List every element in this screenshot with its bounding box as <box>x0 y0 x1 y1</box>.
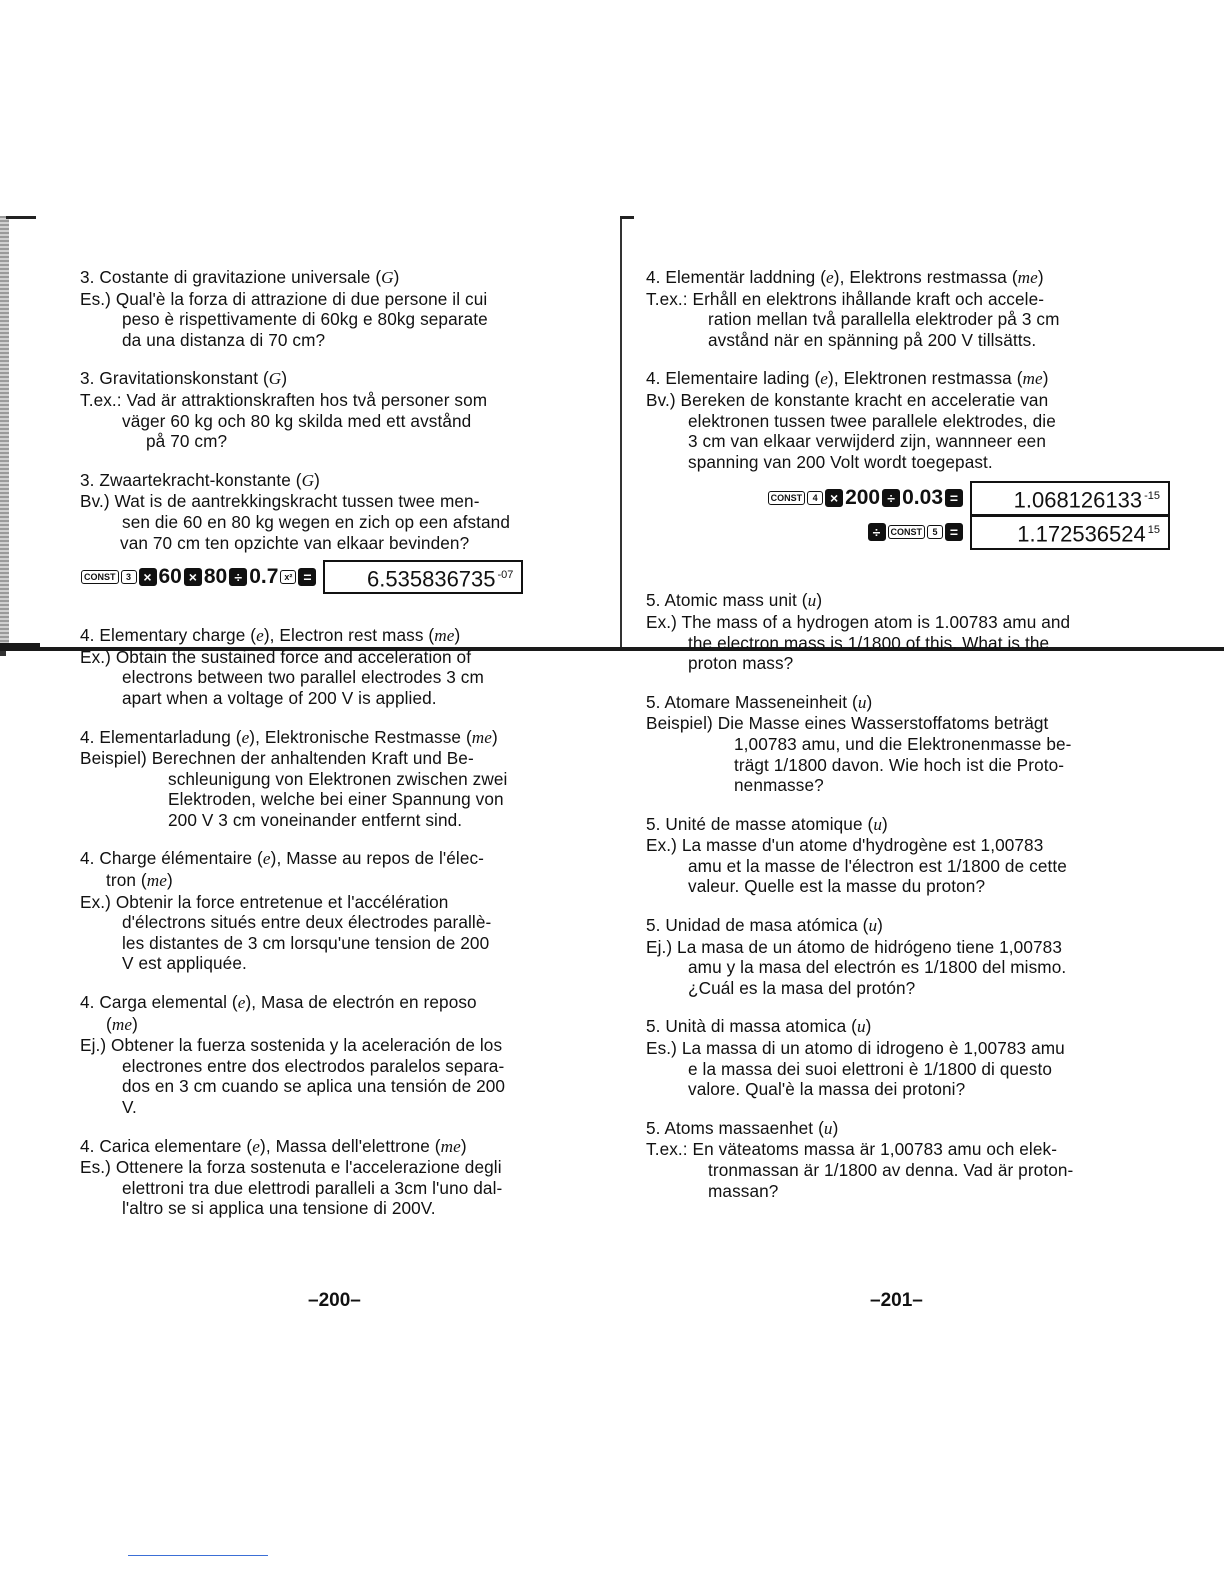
keyed-number: 0.7 <box>249 565 279 589</box>
variable-symbol: me <box>1017 268 1038 287</box>
keyed-number: 60 <box>158 565 182 589</box>
square-key: x² <box>280 570 296 584</box>
digit-key: 3 <box>121 570 137 584</box>
variable-symbol: G <box>381 268 394 287</box>
section-3-it <box>80 267 606 350</box>
digit-key: 4 <box>807 491 823 505</box>
calculator-keystrokes-acceleration <box>646 518 1170 546</box>
example-line: Beispiel) Die Masse eines Wasserstoffatoms beträgt <box>646 713 1049 734</box>
const-key: CONST <box>81 570 119 584</box>
section-heading: 4. Elementarladung (e), Elektronische Restmasse (me) <box>80 726 498 747</box>
variable-symbol: G <box>268 369 282 389</box>
section-heading: 4. Elementary charge (e), Electron rest mass (me) <box>80 625 461 646</box>
section-4-de <box>80 727 606 831</box>
variable-symbol: e <box>820 369 829 389</box>
example-line: väger 60 kg och 80 kg skilda med ett avstånd <box>122 410 472 431</box>
example-line: 200 V 3 cm voneinander entfernt sind. <box>168 809 463 830</box>
example-line: 1,00783 amu, und die Elektronenmasse be- <box>734 733 1072 754</box>
example-line: Es.) La massa di un atomo di idrogeno è 1,00783 amu <box>646 1038 1065 1059</box>
divide-key: ÷ <box>229 568 247 586</box>
section-heading-cont: (me) <box>106 1013 138 1034</box>
variable-symbol: me <box>434 626 455 646</box>
example-line: sen die 60 en 80 kg wegen en zich op een afstand <box>122 511 510 532</box>
section-heading: 4. Charge élémentaire (e), Masse au repos de l'élec- <box>80 848 484 869</box>
example-line: avstånd när en spänning på 200 V tillsätts. <box>708 329 1037 350</box>
section-heading: 5. Unità di massa atomica (u) <box>646 1016 872 1037</box>
example-line: Es.) Qual'è la forza di attrazione di due persone il cui <box>80 288 488 309</box>
example-line: ¿Cuál es la masa del protón? <box>688 977 916 998</box>
example-line: Ex.) The mass of a hydrogen atom is 1.00783 amu and <box>646 611 1071 632</box>
calculator-display <box>970 515 1170 549</box>
equals-key: = <box>298 568 316 586</box>
section-4-nl <box>646 368 1170 472</box>
example-line: T.ex.: Erhåll en elektrons ihållande kraft och accele- <box>646 288 1045 309</box>
section-4-es <box>80 992 606 1118</box>
variable-symbol: u <box>873 814 883 834</box>
example-line: amu et la masse de l'électron est 1/1800 de cette <box>688 855 1067 876</box>
variable-symbol: u <box>823 1118 833 1138</box>
example-line: T.ex.: En väteatoms massa är 1,00783 amu och elek- <box>646 1139 1058 1160</box>
section-heading: 3. Costante di gravitazione universale (G) <box>80 267 400 287</box>
example-line: Bv.) Bereken de konstante kracht en acceleratie van <box>646 389 1049 410</box>
keyed-number: 80 <box>203 565 228 589</box>
example-line: e la massa dei suoi elettroni è 1/1800 di questo <box>688 1058 1053 1079</box>
page-number-right: –201– <box>870 1290 923 1311</box>
example-line: electrones entre dos electrodos paralelos separa- <box>122 1055 505 1076</box>
example-line: massan? <box>708 1180 779 1201</box>
right-page <box>646 267 1170 1219</box>
section-heading: 3. Zwaartekracht-konstante (G) <box>80 469 320 490</box>
example-line: l'altro se si applica una tensione di 200V. <box>122 1198 436 1219</box>
example-line: tronmassan är 1/1800 av denna. Vad är proton- <box>708 1160 1074 1180</box>
multiply-key: × <box>184 568 202 586</box>
equals-key: = <box>945 489 963 507</box>
divide-key: ÷ <box>868 523 886 541</box>
example-line: Elektroden, welche bei einer Spannung von <box>168 789 504 810</box>
page-number-left: –200– <box>308 1290 361 1311</box>
variable-symbol: G <box>301 470 315 490</box>
variable-symbol: u <box>857 692 867 712</box>
example-line: the electron mass is 1/1800 of this. What is the <box>688 632 1050 653</box>
display-exponent: 15 <box>1147 524 1160 537</box>
example-line: Ex.) Obtain the sustained force and acceleration of <box>80 646 472 667</box>
book-gutter-line <box>620 218 622 650</box>
example-line: 3 cm van elkaar verwijderd zijn, wannneer een <box>688 431 1046 452</box>
example-line: nenmasse? <box>734 775 824 796</box>
section-heading: 5. Atomare Masseneinheit (u) <box>646 691 873 712</box>
section-4-fr <box>80 848 606 974</box>
section-heading: 4. Carga elemental (e), Masa de electrón en reposo <box>80 992 477 1013</box>
variable-symbol: e <box>252 1136 260 1156</box>
section-5-de <box>646 692 1170 796</box>
keyed-number: 200 <box>845 486 881 510</box>
example-line: Ej.) Obtener la fuerza sostenida y la aceleración de los <box>80 1035 503 1056</box>
example-line: valeur. Quelle est la masse du proton? <box>688 876 986 897</box>
variable-symbol: e <box>237 993 246 1013</box>
equals-key: = <box>945 523 963 541</box>
section-heading: 4. Carica elementare (e), Massa dell'elettrone (me) <box>80 1135 467 1156</box>
display-exponent: -15 <box>1144 490 1160 503</box>
scan-edge-left <box>0 216 9 646</box>
section-heading: 5. Atomic mass unit (u) <box>646 590 823 611</box>
section-heading: 5. Atoms massaenhet (u) <box>646 1117 839 1138</box>
example-line: Es.) Ottenere la forza sostenuta e l'accelerazione degli <box>80 1157 502 1178</box>
multiply-key: × <box>825 489 843 507</box>
display-value: 1.172536524 <box>1017 521 1146 547</box>
example-line: peso è rispettivamente di 60kg e 80kg separate <box>122 309 488 330</box>
section-heading: 5. Unité de masse atomique (u) <box>646 813 888 834</box>
example-line: electrons between two parallel electrodes 3 cm <box>122 667 484 688</box>
example-line: schleunigung von Elektronen zwischen zwei <box>168 768 508 789</box>
variable-symbol: e <box>262 849 271 869</box>
section-4-it <box>80 1136 606 1219</box>
section-5-it <box>646 1016 1170 1099</box>
example-line: Ex.) La masse d'un atome d'hydrogène est 1,00783 <box>646 835 1044 856</box>
example-line: dos en 3 cm cuando se aplica una tensión de 200 <box>122 1076 506 1097</box>
section-heading: 4. Elementaire lading (e), Elektronen restmassa (me) <box>646 368 1049 389</box>
section-heading: 5. Unidad de masa atómica (u) <box>646 915 883 936</box>
display-value: 1.068126133 <box>1013 487 1143 513</box>
example-line: apart when a voltage of 200 V is applied. <box>122 687 437 708</box>
left-page <box>80 267 606 1237</box>
display-value: 6.535836735 <box>367 566 496 592</box>
example-line: Beispiel) Berechnen der anhaltenden Kraft und Be- <box>80 748 474 769</box>
calculator-keystrokes-force <box>646 484 1170 512</box>
digit-key: 5 <box>927 525 943 539</box>
display-exponent: -07 <box>497 568 514 581</box>
example-line: T.ex.: Vad är attraktionskraften hos två personer som <box>80 389 488 410</box>
variable-symbol: me <box>471 727 493 747</box>
example-line: proton mass? <box>688 653 794 674</box>
example-line: V est appliquée. <box>122 953 247 974</box>
variable-symbol: me <box>146 871 167 891</box>
variable-symbol: me <box>111 1014 133 1034</box>
variable-symbol: me <box>440 1136 461 1156</box>
variable-symbol: e <box>826 268 834 287</box>
example-line: Bv.) Wat is de aantrekkingskracht tussen twee men- <box>80 491 480 512</box>
variable-symbol: me <box>1022 369 1043 389</box>
section-heading: 4. Elementär laddning (e), Elektrons restmassa (me) <box>646 267 1044 287</box>
const-key: CONST <box>888 525 926 539</box>
example-line: van 70 cm ten opzichte van elkaar bevinden? <box>120 532 470 553</box>
section-5-fr <box>646 814 1170 897</box>
example-line: V. <box>122 1097 137 1117</box>
divide-key: ÷ <box>882 489 900 507</box>
keyed-number: 0.03 <box>902 486 943 510</box>
example-line: d'électrons situés entre deux électrodes parallè- <box>122 912 492 933</box>
example-line: på 70 cm? <box>146 431 228 452</box>
calculator-keystrokes-gravity <box>80 563 606 591</box>
section-5-es <box>646 915 1170 998</box>
example-line: trägt 1/1800 davon. Wie hoch ist die Proto- <box>734 754 1065 775</box>
variable-symbol: u <box>807 591 817 611</box>
example-line: elettroni tra due elettrodi paralleli a 3cm l'uno dal- <box>122 1177 503 1198</box>
calculator-display <box>970 481 1170 515</box>
blue-rule-line <box>128 1555 268 1556</box>
section-3-sv <box>80 368 606 451</box>
variable-symbol: e <box>256 626 264 646</box>
section-4-en <box>80 625 606 708</box>
example-line: da una distanza di 70 cm? <box>122 329 326 350</box>
example-line: elektronen tussen twee parallele elektrodes, die <box>688 410 1056 431</box>
example-line: amu y la masa del electrón es 1/1800 del mismo. <box>688 957 1067 978</box>
section-4-sv <box>646 267 1170 350</box>
multiply-key: × <box>139 568 157 586</box>
example-line: valore. Qual'è la massa dei protoni? <box>688 1079 966 1100</box>
example-line: Ej.) La masa de un átomo de hidrógeno tiene 1,00783 <box>646 936 1062 957</box>
calculator-display <box>323 560 523 594</box>
example-line: spanning van 200 Volt wordt toegepast. <box>688 451 993 472</box>
variable-symbol: e <box>241 727 250 747</box>
section-5-sv <box>646 1118 1170 1201</box>
page-corner-mark-right <box>620 216 634 219</box>
section-5-en <box>646 590 1170 673</box>
variable-symbol: u <box>856 1017 866 1037</box>
section-3-nl <box>80 470 606 553</box>
section-heading-cont: tron (me) <box>106 870 173 891</box>
example-line: les distantes de 3 cm lorsqu'une tension de 200 <box>122 932 490 953</box>
variable-symbol: u <box>868 916 878 936</box>
page-corner-mark-left <box>6 216 36 219</box>
section-heading: 3. Gravitationskonstant (G) <box>80 368 288 389</box>
example-line: ration mellan två parallella elektroder på 3 cm <box>708 309 1060 330</box>
example-line: Ex.) Obtenir la force entretenue et l'accélération <box>80 891 449 912</box>
const-key: CONST <box>768 491 806 505</box>
